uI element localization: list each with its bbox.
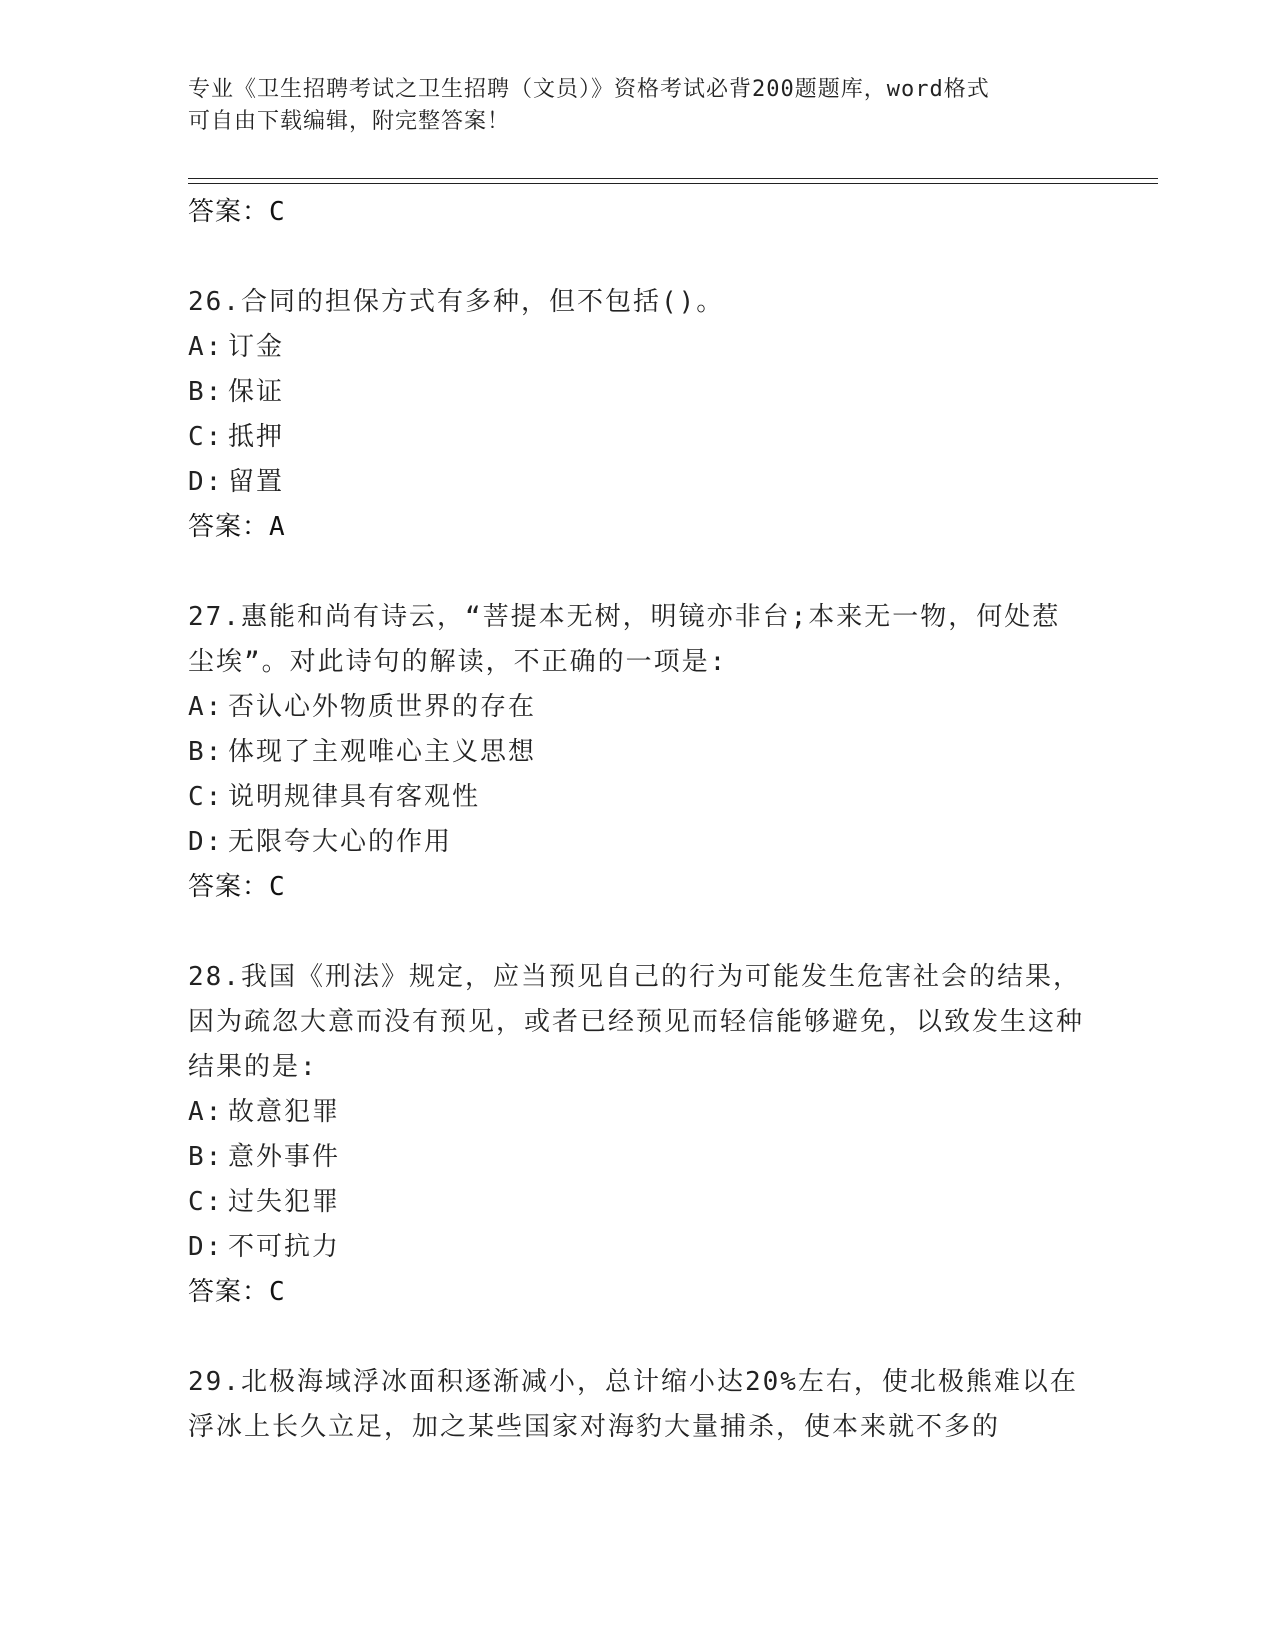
option-key: B: <box>188 737 224 767</box>
question-block <box>188 595 1088 909</box>
question-block <box>188 955 1088 1314</box>
option-a <box>188 325 1088 370</box>
option-text: 不可抗力 <box>228 1232 341 1262</box>
answer-line <box>188 505 1088 549</box>
option-text: 说明规律具有客观性 <box>228 782 481 812</box>
option-text: 过失犯罪 <box>228 1187 341 1217</box>
option-key: A: <box>188 332 224 362</box>
option-text: 无限夸大心的作用 <box>228 827 453 857</box>
option-text: 意外事件 <box>228 1142 341 1172</box>
answer-label: 答案： <box>188 1277 270 1307</box>
option-c <box>188 775 1088 820</box>
answer-value: C <box>269 872 286 902</box>
option-text: 保证 <box>228 377 285 407</box>
option-d <box>188 820 1088 865</box>
option-text: 订金 <box>228 332 285 362</box>
option-key: C: <box>188 782 224 812</box>
question-block <box>188 1360 1088 1450</box>
question-number: 29. <box>188 1367 241 1397</box>
option-c <box>188 1180 1088 1225</box>
option-text: 故意犯罪 <box>228 1097 341 1127</box>
option-b <box>188 730 1088 775</box>
answer-line <box>188 865 1088 909</box>
document-header <box>188 74 1088 138</box>
answer-value: A <box>269 512 286 542</box>
option-key: D: <box>188 827 224 857</box>
option-text: 体现了主观唯心主义思想 <box>228 737 537 767</box>
question-stem: 北极海域浮冰面积逐渐减小，总计缩小达20%左右，使北极熊难以在浮冰上长久立足，加之某些国家对海豹大量捕杀，使本来就不多的 <box>188 1367 1078 1442</box>
option-d <box>188 460 1088 505</box>
question-text <box>188 1360 1088 1450</box>
option-key: A: <box>188 692 224 722</box>
option-text: 抵押 <box>228 422 285 452</box>
option-d <box>188 1225 1088 1270</box>
option-key: B: <box>188 377 224 407</box>
answer-label: 答案： <box>188 197 270 227</box>
question-stem: 我国《刑法》规定，应当预见自己的行为可能发生危害社会的结果，因为疏忽大意而没有预见，或者已经预见而轻信能够避免，以致发生这种结果的是: <box>188 962 1085 1082</box>
answer-label: 答案： <box>188 872 270 902</box>
option-text: 留置 <box>228 467 285 497</box>
answer-value: C <box>269 1277 286 1307</box>
header-line-2: 可自由下载编辑，附完整答案！ <box>188 109 511 134</box>
question-text <box>188 595 1088 685</box>
option-key: C: <box>188 1187 224 1217</box>
answer-line <box>188 190 1088 234</box>
option-key: C: <box>188 422 224 452</box>
option-text: 否认心外物质世界的存在 <box>228 692 537 722</box>
document-body <box>188 190 1088 1450</box>
option-key: B: <box>188 1142 224 1172</box>
question-number: 27. <box>188 602 241 632</box>
question-text <box>188 280 1088 325</box>
option-b <box>188 1135 1088 1180</box>
question-stem: 惠能和尚有诗云，“菩提本无树，明镜亦非台;本来无一物，何处惹尘埃”。对此诗句的解读，不正确的一项是: <box>188 602 1061 677</box>
option-b <box>188 370 1088 415</box>
answer-label: 答案： <box>188 512 270 542</box>
option-a <box>188 1090 1088 1135</box>
header-divider-bottom <box>188 183 1158 184</box>
question-stem: 合同的担保方式有多种，但不包括()。 <box>240 287 725 317</box>
answer-line <box>188 1270 1088 1314</box>
question-text <box>188 955 1088 1090</box>
header-line-1: 专业《卫生招聘考试之卫生招聘（文员）》资格考试必背200题题库，word格式 <box>188 77 990 102</box>
question-number: 26. <box>188 287 241 317</box>
option-key: A: <box>188 1097 224 1127</box>
question-block <box>188 280 1088 549</box>
option-key: D: <box>188 467 224 497</box>
option-a <box>188 685 1088 730</box>
option-c <box>188 415 1088 460</box>
answer-value: C <box>269 197 286 227</box>
question-number: 28. <box>188 962 241 992</box>
header-divider-top <box>188 178 1158 179</box>
option-key: D: <box>188 1232 224 1262</box>
